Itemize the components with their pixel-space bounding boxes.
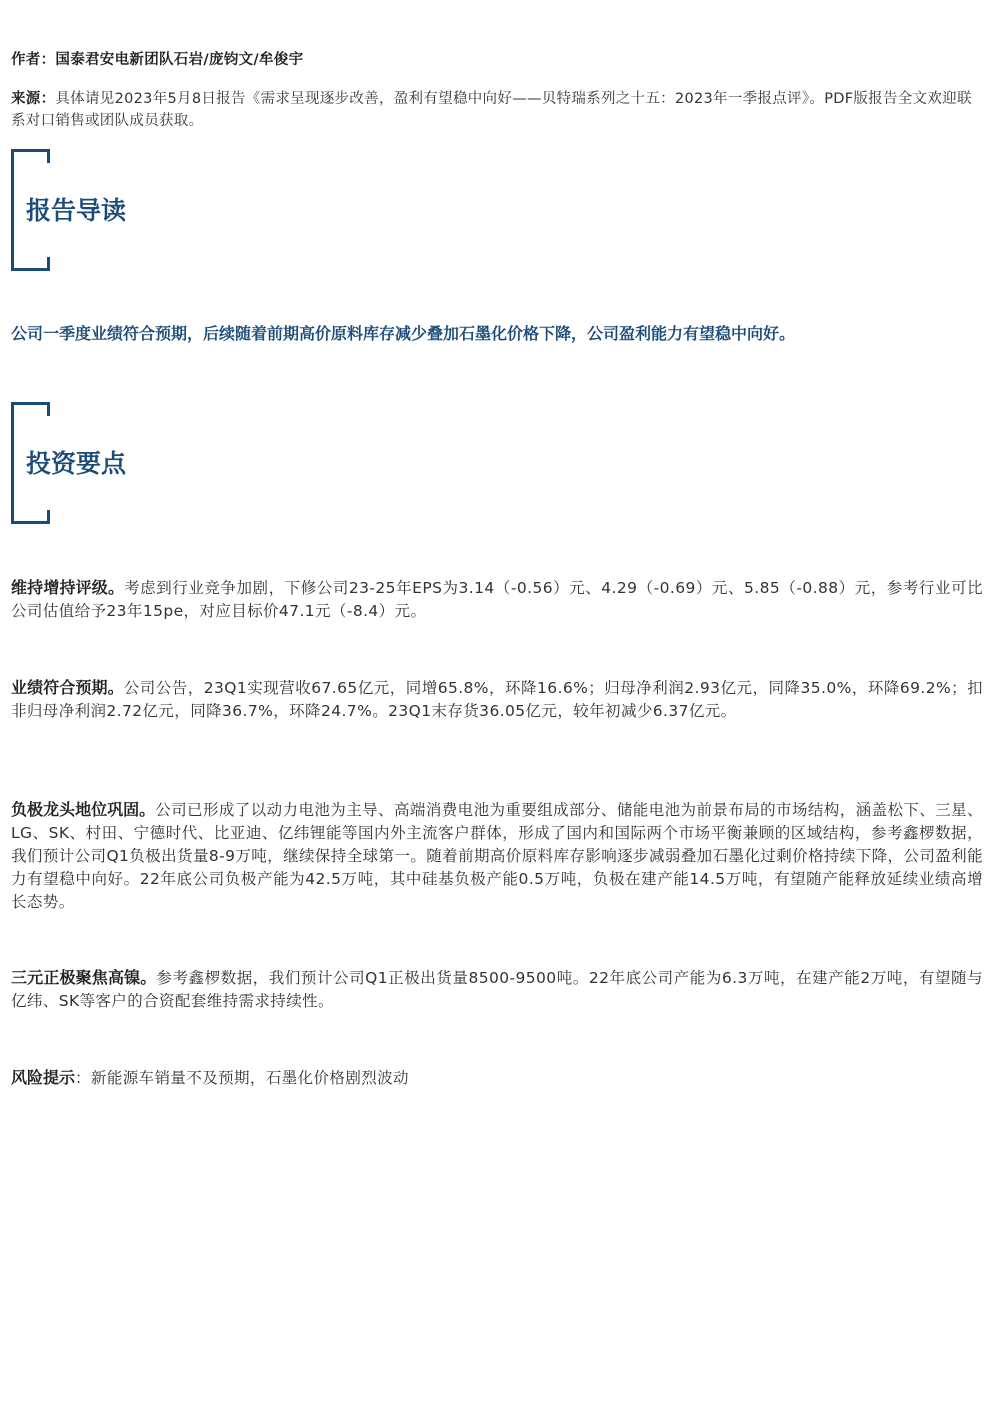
author-value: 国泰君安电新团队石岩/庞钧文/牟俊宇 [55, 52, 304, 68]
point-heading: 风险提示 [11, 1068, 76, 1087]
point-heading: 维持增持评级。 [11, 578, 125, 597]
source-value: 具体请见2023年5月8日报告《需求呈现逐步改善，盈利有望稳中向好——贝特瑞系列之十五：2023年一季报点评》。PDF版报告全文欢迎联系对口销售或团队成员获取。 [11, 91, 972, 129]
source-label: 来源： [11, 91, 56, 107]
author-line [11, 49, 983, 71]
section-header-guide [11, 149, 411, 269]
section-title-points: 投资要点 [26, 449, 127, 478]
point-rating [11, 576, 983, 623]
section-title-guide: 报告导读 [26, 196, 127, 225]
point-body: 公司已形成了以动力电池为主导、高端消费电池为重要组成部分、储能电池为前景布局的市场结构，涵盖松下、三星、LG、SK、村田、宁德时代、比亚迪、亿纬锂能等国内外主流客户群体，形成了国内和国际两个市场平衡兼顾的区域结构，参考鑫椤数据，我们预计公司Q1负极出货量8-9万吨，继续保持全球第一。随着前期高价原料库存影响逐步减弱叠加石墨化过剩价格持续下降，公司盈利能力有望稳中向好。22年底公司负极产能为42.5万吨，其中硅基负极产能0.5万吨，负极在建产能14.5万吨，有望随产能释放延续业绩高增长态势。 [11, 801, 983, 911]
point-body: 参考鑫椤数据，我们预计公司Q1正极出货量8500-9500吨。22年底公司产能为6.3万吨，在建产能2万吨，有望随与亿纬、SK等客户的合资配套维持需求持续性。 [11, 969, 983, 1010]
point-heading: 负极龙头地位巩固。 [11, 800, 156, 819]
section-header-points [11, 402, 411, 522]
point-body: 考虑到行业竞争加剧，下修公司23-25年EPS为3.14（-0.56）元、4.29（-0.69）元、5.85（-0.88）元，参考行业可比公司估值给予23年15pe，对应目标价47.1元（-8.4）元。 [11, 579, 983, 620]
point-heading: 三元正极聚焦高镍。 [11, 968, 157, 987]
point-earnings [11, 676, 983, 723]
point-anode [11, 798, 983, 914]
source-line [11, 88, 983, 132]
point-body: 公司公告，23Q1实现营收67.65亿元，同增65.8%，环降16.6%；归母净利润2.93亿元，同降35.0%，环降69.2%；扣非归母净利润2.72亿元，同降36.7%，环降24.7%。23Q1末存货36.05亿元，较年初减少6.37亿元。 [11, 679, 983, 720]
point-heading: 业绩符合预期。 [11, 678, 124, 697]
guide-lead-text: 公司一季度业绩符合预期，后续随着前期高价原料库存减少叠加石墨化价格下降，公司盈利能力有望稳中向好。 [11, 324, 796, 343]
point-body: ：新能源车销量不及预期，石墨化价格剧烈波动 [75, 1069, 409, 1087]
point-risk [11, 1066, 983, 1090]
author-label: 作者： [11, 52, 56, 68]
point-cathode [11, 966, 983, 1013]
